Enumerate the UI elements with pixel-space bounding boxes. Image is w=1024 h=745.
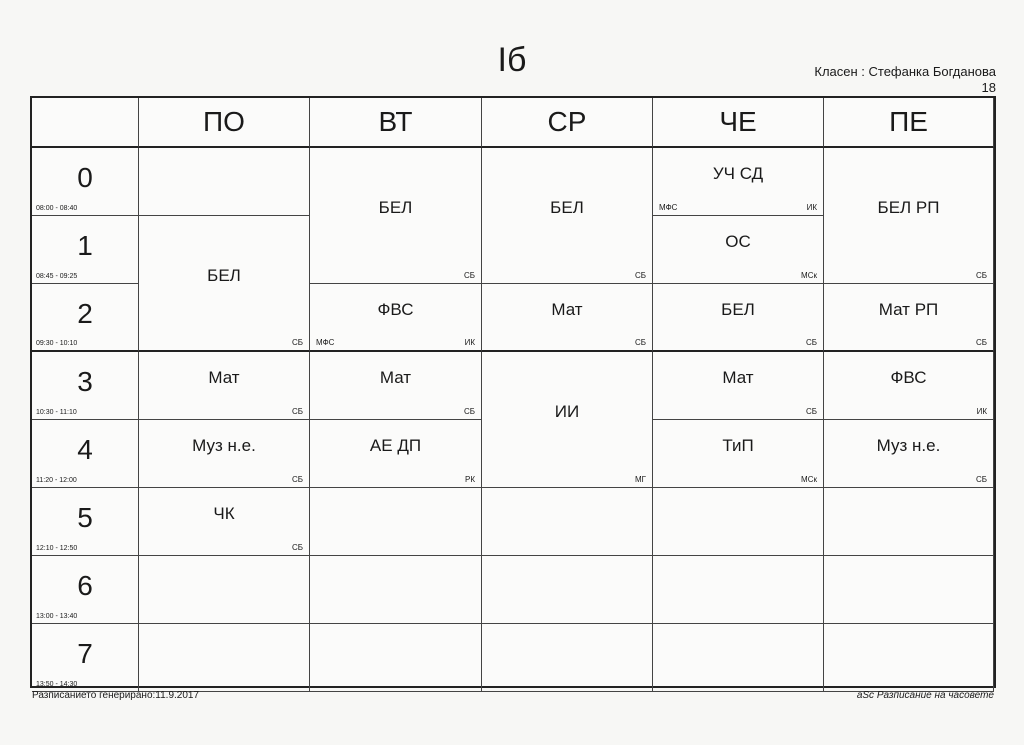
day-header: ЧЕ	[653, 98, 824, 148]
lesson-teacher: СБ	[634, 338, 646, 347]
lesson-teacher: РК	[465, 475, 475, 484]
period-number: 3	[77, 366, 93, 397]
period-time: 11:20 - 12:00	[36, 477, 77, 484]
lesson-subject: ФВС	[890, 368, 927, 387]
period-cell	[32, 284, 139, 352]
lesson-cell	[482, 352, 653, 488]
app-credit: aSc Разписание на часовете	[856, 690, 994, 701]
empty-cell	[310, 556, 482, 624]
lesson-subject: ОС	[725, 232, 751, 251]
lesson-cell	[139, 488, 310, 556]
lesson-cell	[824, 420, 994, 488]
period-cell	[32, 556, 139, 624]
lesson-teacher: МСк	[801, 271, 817, 280]
lesson-subject: БЕЛ РП	[877, 198, 940, 217]
lesson-subject: БЕЛ	[207, 266, 241, 285]
lesson-cell	[139, 420, 310, 488]
period-time: 10:30 - 11:10	[36, 409, 77, 416]
lesson-cell	[824, 148, 994, 284]
empty-cell	[139, 556, 310, 624]
lesson-teacher: СБ	[805, 338, 817, 347]
lesson-teacher: СБ	[463, 407, 475, 416]
generated-date: Разписанието генерирано:11.9.2017	[32, 690, 200, 701]
lesson-cell	[824, 284, 994, 352]
lesson-cell	[653, 352, 824, 420]
lesson-teacher: СБ	[291, 543, 303, 552]
period-cell	[32, 420, 139, 488]
corner-cell	[32, 98, 139, 148]
period-time: 13:50 - 14:30	[36, 681, 78, 688]
lesson-subject: УЧ СД	[712, 164, 764, 183]
lesson-subject: ФВС	[377, 300, 414, 319]
empty-cell	[310, 624, 482, 692]
class-teacher: Класен : Стефанка Богданова	[814, 64, 996, 79]
lesson-teacher: СБ	[463, 271, 475, 280]
period-number: 5	[77, 502, 93, 533]
lesson-group: МФС	[659, 203, 678, 212]
lesson-cell	[139, 216, 310, 352]
lesson-teacher: СБ	[975, 475, 987, 484]
period-time: 08:45 - 09:25	[36, 273, 78, 280]
lesson-subject: ЧК	[213, 504, 235, 523]
period-cell	[32, 148, 139, 216]
timetable-grid	[30, 96, 996, 688]
period-time: 12:10 - 12:50	[36, 545, 78, 552]
empty-cell	[482, 488, 653, 556]
lesson-subject: Мат	[208, 368, 240, 387]
lesson-teacher: СБ	[634, 271, 646, 280]
lesson-cell	[482, 148, 653, 284]
period-number: 6	[77, 570, 93, 601]
day-header: ПЕ	[824, 98, 994, 148]
lesson-cell	[824, 352, 994, 420]
lesson-teacher: СБ	[291, 338, 303, 347]
lesson-teacher: ИК	[976, 407, 987, 416]
lesson-teacher: СБ	[291, 407, 303, 416]
lesson-teacher: ИК	[464, 338, 475, 347]
day-header: СР	[482, 98, 653, 148]
day-header: ВТ	[310, 98, 482, 148]
empty-cell	[482, 624, 653, 692]
period-cell	[32, 624, 139, 692]
lesson-cell	[310, 284, 482, 352]
empty-cell	[653, 556, 824, 624]
period-number: 1	[77, 230, 93, 261]
lesson-cell	[653, 420, 824, 488]
lesson-cell	[653, 148, 824, 216]
empty-cell	[482, 556, 653, 624]
lesson-teacher: МСк	[801, 475, 817, 484]
lesson-teacher: МГ	[635, 475, 646, 484]
lesson-teacher: СБ	[975, 271, 987, 280]
lesson-subject: ТиП	[722, 436, 754, 455]
empty-cell	[653, 488, 824, 556]
lesson-group: МФС	[316, 338, 335, 347]
lesson-cell	[310, 148, 482, 284]
period-number: 4	[77, 434, 93, 465]
lesson-teacher: СБ	[975, 338, 987, 347]
lesson-subject: Муз н.е.	[192, 436, 256, 455]
period-number: 2	[77, 298, 93, 329]
empty-cell	[653, 624, 824, 692]
empty-cell	[824, 624, 994, 692]
empty-cell	[824, 556, 994, 624]
day-header: ПО	[139, 98, 310, 148]
room-number: 18	[981, 80, 996, 95]
lesson-subject: ИИ	[554, 402, 580, 421]
period-number: 7	[77, 638, 93, 669]
class-title: Iб	[497, 41, 527, 79]
lesson-subject: Мат РП	[878, 300, 939, 319]
lesson-subject: БЕЛ	[550, 198, 584, 217]
empty-cell	[824, 488, 994, 556]
period-time: 13:00 - 13:40	[36, 613, 78, 620]
lesson-cell	[139, 352, 310, 420]
lesson-teacher: ИК	[806, 203, 817, 212]
lesson-cell	[653, 284, 824, 352]
lesson-cell	[310, 420, 482, 488]
lesson-cell	[139, 148, 310, 216]
empty-cell	[139, 624, 310, 692]
period-time: 08:00 - 08:40	[36, 205, 78, 212]
lesson-subject: Мат	[379, 368, 412, 387]
lesson-cell	[310, 352, 482, 420]
lesson-cell	[482, 284, 653, 352]
lesson-subject: Мат	[722, 368, 754, 387]
lesson-subject: БЕЛ	[378, 198, 413, 217]
lesson-cell	[653, 216, 824, 284]
lesson-subject: Муз н.е.	[876, 436, 941, 455]
lesson-subject: БЕЛ	[721, 300, 755, 319]
lesson-teacher: СБ	[805, 407, 817, 416]
period-number: 0	[77, 162, 93, 193]
period-cell	[32, 352, 139, 420]
lesson-subject: Мат	[551, 300, 583, 319]
period-time: 09:30 - 10:10	[36, 340, 78, 347]
lesson-subject: АЕ ДП	[369, 436, 422, 455]
lesson-teacher: СБ	[291, 475, 303, 484]
period-cell	[32, 216, 139, 284]
period-cell	[32, 488, 139, 556]
empty-cell	[310, 488, 482, 556]
